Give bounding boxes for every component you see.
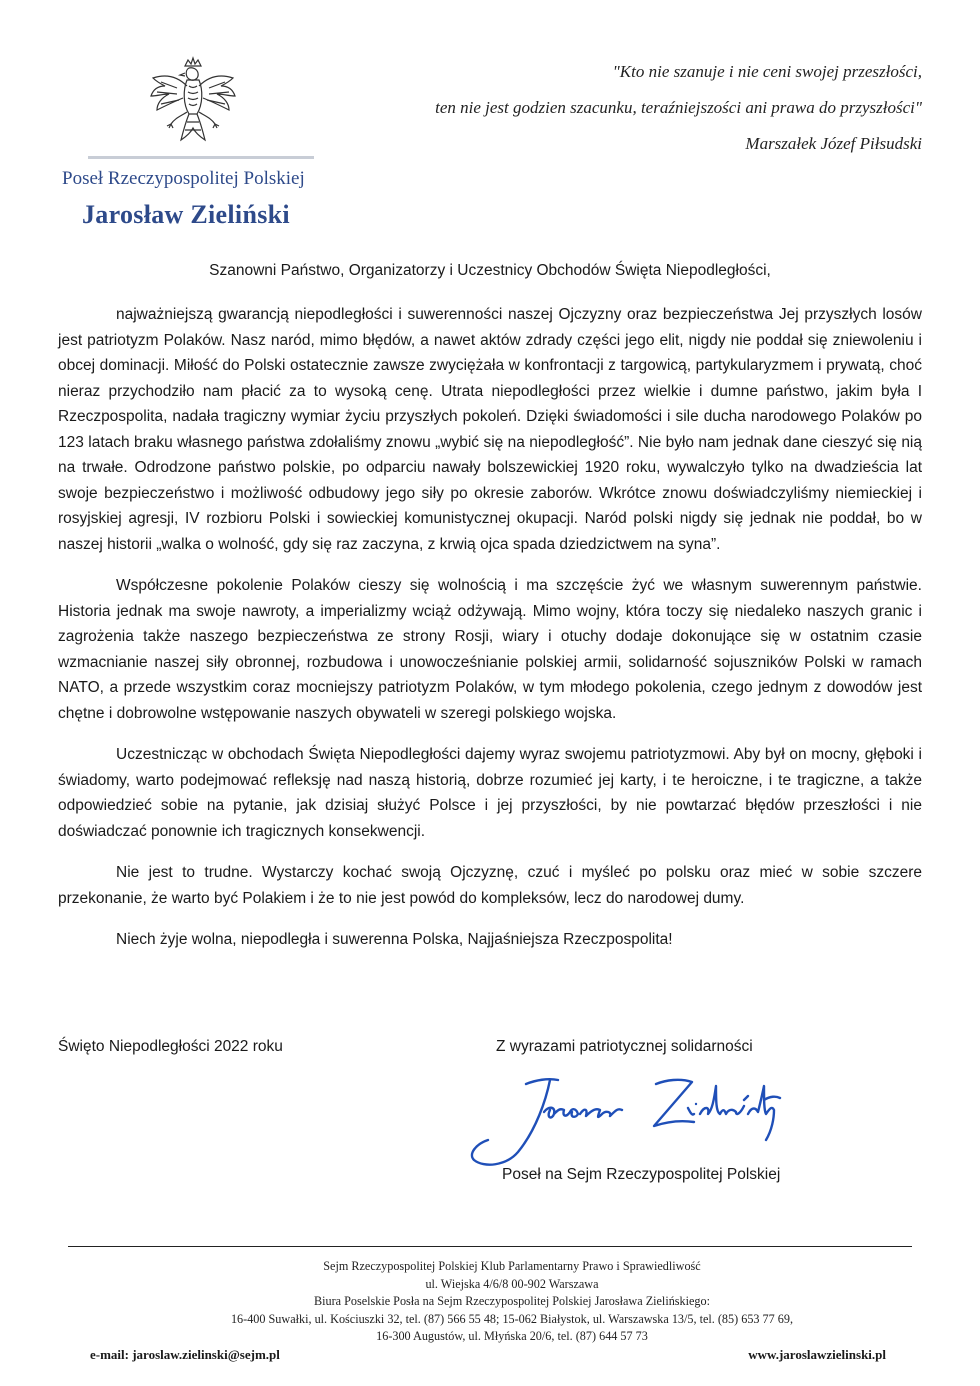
handwritten-signature: [466, 1060, 786, 1172]
letter-body: [58, 302, 922, 953]
footer-line: 16-300 Augustów, ul. Młyńska 20/6, tel. (87) 644 57 73: [376, 1329, 648, 1343]
letter-paragraph: Współczesne pokolenie Polaków cieszy się wolnością i ma szczęście żyć we własnym suwerennym państwie. Historia jednak ma swoje nawroty, a imperializmy wciąż odżywają. Mimo wojny, która toczy się niedaleko naszych granic i zagrożenia także naszego bezpieczeństwa ze strony Rosji, wiary i otuchy dodaje dokonujące się w ostatnim czasie wzmacnianie naszej siły obronnej, rozbudowa i unowocześnianie polskiej armii, solidarność sojuszników Polski w ramach NATO, a przede wszystkim coraz mocniejszy patriotyzm Polaków, w tym młodego pokolenia, czego jednym z dowodów jest chętne i dobrowolne wstępowanie naszych obywateli w szeregi polskiego wojska.: [58, 577, 922, 722]
white-eagle-emblem-icon: [147, 56, 239, 152]
footer-line: ul. Wiejska 4/6/8 00-902 Warszawa: [425, 1276, 599, 1291]
footer-line: Biura Poselskie Posła na Sejm Rzeczypospolitej Polskiej Jarosława Zielińskiego:: [313, 1294, 711, 1308]
letter-date: Święto Niepodległości 2022 roku: [58, 1038, 283, 1055]
letter-paragraph: Niech żyje wolna, niepodległa i suwerenna Polska, Najjaśniejsza Rzeczpospolita!: [116, 931, 673, 948]
header-divider: [88, 156, 314, 159]
signatory-title: Poseł na Sejm Rzeczypospolitej Polskiej: [502, 1166, 781, 1183]
footer-website: www.jaroslawzielinski.pl: [748, 1347, 886, 1362]
footer-divider: [68, 1246, 912, 1247]
mp-office-title: Poseł Rzeczypospolitej Polskiej: [62, 168, 305, 189]
letter-paragraph: najważniejszą gwarancją niepodległości i suwerenności naszej Ojczyzny oraz bezpieczeństwa Jej przyszłych losów jest patriotyzm Polaków. Nasz naród, mimo błędów, a nawet aktów zdrady części jego elit, nigdy nie poddał się zniewoleniu i obcej dominacji. Miłość do Polski ostatecznie zawsze zwyciężała w konfrontacji z targowicą, partykularyzmem i prywatą, choć nieraz przychodziło nam płacić za to wysoką cenę. Utrata niepodległości przez wielkie i dumne państwo, jakim była I Rzeczpospolita, nadała tragiczny wymiar życiu przyszłych pokoleń. Dzięki świadomości i sile ducha narodowego Polaków po 123 latach braku własnego państwa zdołaliśmy znowu „wybić się na niepodległość”. Nie było nam jednak dane cieszyć się nią na trwałe. Odrodzone państwo polskie, po odparciu nawały bolszewickiej 1920 roku, wywalczyło tylko na dwadzieścia lat swoje bezpieczeństwo i możliwość odbudowy jego siły po okresie zaborów. Wkrótce znowu doświadczyliśmy niemieckiej i rosyjskiej agresji, IV rozbioru Polski i sowieckiej komunistycznej okupacji. Naród polski nigdy się jednak nie poddał, bo w naszej historii „walka o wolność, gdy się raz zaczyna, z krwią ojca spada dziedzictwem na syna”.: [58, 306, 922, 553]
letter-salutation: Szanowni Państwo, Organizatorzy i Uczestnicy Obchodów Święta Niepodległości,: [209, 262, 771, 279]
footer-address: [0, 1258, 980, 1346]
letter-paragraph: Uczestnicząc w obchodach Święta Niepodległości dajemy wyraz swojemu patriotyzmowi. Aby był on mocny, głęboki i świadomy, warto podejmować refleksję nad naszą historią, dobrze rozumieć jej karty, i te heroiczne, i te tragiczne, a także odpowiedzieć sobie na pytanie, jak dzisiaj służyć Polsce i jej przyszłości, by nie powtarzać błędów przeszłości i nie doświadczać ponownie ich tragicznych konsekwencji.: [58, 746, 922, 840]
footer-email: e-mail: jaroslaw.zielinski@sejm.pl: [90, 1347, 280, 1362]
quote-author: Marszałek Józef Piłsudski: [745, 134, 922, 153]
motto-quote: [435, 60, 922, 168]
closing-regards: Z wyrazami patriotycznej solidarności: [496, 1038, 753, 1055]
footer-line: Sejm Rzeczypospolitej Polskiej Klub Parlamentarny Prawo i Sprawiedliwość: [323, 1259, 701, 1273]
footer-line: 16-400 Suwałki, ul. Kościuszki 32, tel. (87) 566 55 48; 15-062 Białystok, ul. Warszawska 13/5, tel. (85) 653 77 69,: [230, 1311, 794, 1326]
quote-line-2: ten nie jest godzien szacunku, teraźniejszości ani prawa do przyszłości": [435, 98, 922, 117]
quote-line-1: "Kto nie szanuje i nie ceni swojej przeszłości,: [612, 62, 922, 81]
letter-paragraph: Nie jest to trudne. Wystarczy kochać swoją Ojczyznę, czuć i myśleć po polsku oraz mieć w sobie szczere przekonanie, że warto być Polakiem i że to nie jest powód do kompleksów, lecz do narodowej dumy.: [58, 864, 922, 907]
mp-name: Jarosław Zieliński: [82, 200, 290, 229]
